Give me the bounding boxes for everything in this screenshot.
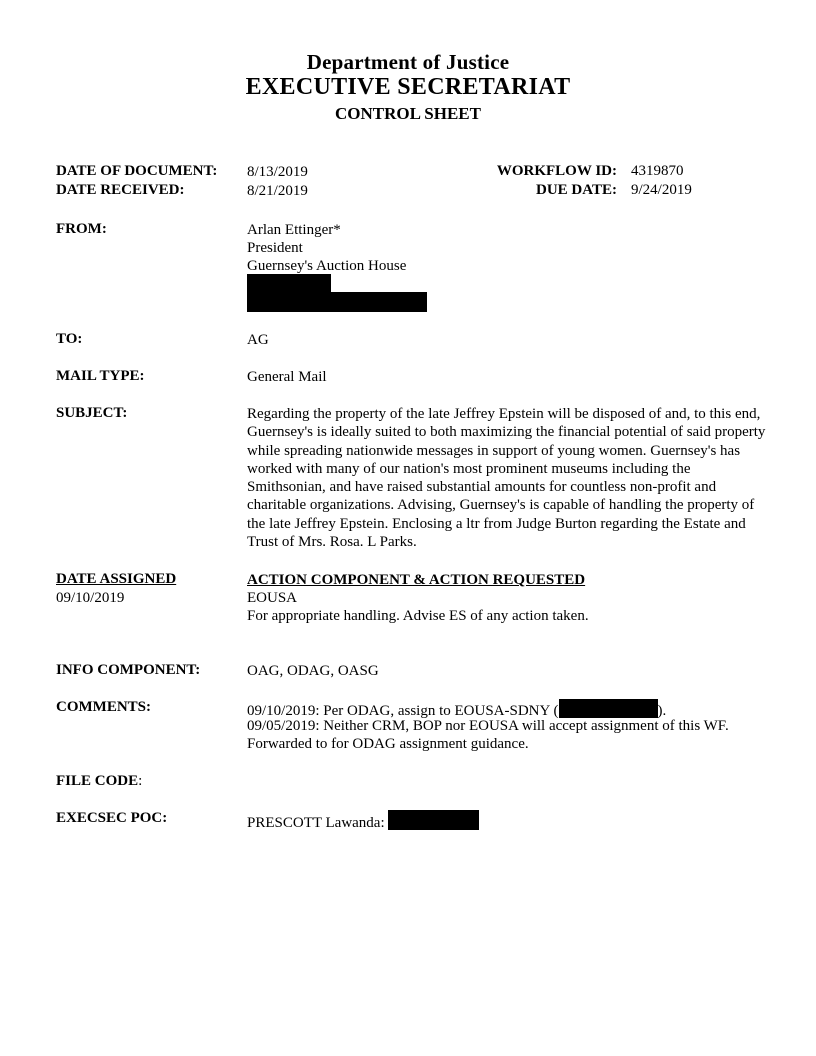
date-of-document-value: 8/13/2019 [247,164,308,180]
redaction-block [247,292,427,312]
action-requested-value: For appropriate handling. Advise ES of any action taken. [247,608,589,624]
workflow-id-value: 4319870 [631,163,684,179]
from-title: President [247,240,303,256]
date-assigned-value: 09/10/2019 [56,590,125,606]
file-code-label-text: FILE CODE [56,773,139,789]
due-date-label: DUE DATE: [536,182,617,198]
info-component-value: OAG, ODAG, OASG [247,663,379,679]
from-name: Arlan Ettinger* [247,222,341,238]
department-title: Department of Justice [306,50,510,74]
file-code-colon: : [138,773,143,789]
comment-1-prefix: 09/10/2019: Per ODAG, assign to EOUSA-SDNY ( [247,703,559,719]
to-value: AG [247,332,269,348]
secretariat-title: EXECUTIVE SECRETARIAT [245,74,571,100]
comment-1-suffix: ). [657,703,667,719]
comment-line-3: Forwarded to for ODAG assignment guidance. [247,736,529,752]
comment-line-2: 09/05/2019: Neither CRM, BOP nor EOUSA will accept assignment of this WF. [247,718,729,734]
from-label: FROM: [56,221,107,237]
execsec-poc-value [247,810,479,832]
action-component-label: ACTION COMPONENT & ACTION REQUESTED [247,572,586,588]
execsec-poc-label: EXECSEC POC: [56,810,168,826]
date-assigned-label: DATE ASSIGNED [56,571,177,587]
mail-type-value: General Mail [247,369,327,385]
from-organization: Guernsey's Auction House [247,258,407,274]
execsec-poc-name: PRESCOTT Lawanda: [247,815,389,831]
redaction-block [388,810,479,830]
file-code-label [56,773,142,790]
subject-text: Regarding the property of the late Jeffrey Epstein will be disposed of and, to this end, Guernsey's is ideally suited to both maximizing the financial potential of said property while spreading nationwide messages in support of young women. Guernsey's has worked with many of our nation's most prominent museums including the Smithsonian, and have raised substantial amounts for countless non-profit and charitable organizations. Advising, Guernsey's is capable of handling the property of the late Jeffrey Epstein. Enclosing a ltr from Judge Burton regarding the Estate and Trust of Mrs. Rosa. L Parks. [247,406,766,551]
action-component-value: EOUSA [247,590,298,606]
redaction-block [559,699,658,718]
date-received-label: DATE RECEIVED: [56,182,185,198]
subject-label: SUBJECT: [56,405,128,421]
date-received-value: 8/21/2019 [247,183,308,199]
redaction-block [247,274,331,294]
to-label: TO: [56,331,83,347]
workflow-id-label: WORKFLOW ID: [496,163,617,179]
control-sheet-title: CONTROL SHEET [335,104,481,123]
info-component-label: INFO COMPONENT: [56,662,201,678]
due-date-value: 9/24/2019 [631,182,692,198]
date-of-document-label: DATE OF DOCUMENT: [56,163,218,179]
comments-label: COMMENTS: [56,699,151,715]
mail-type-label: MAIL TYPE: [56,368,145,384]
